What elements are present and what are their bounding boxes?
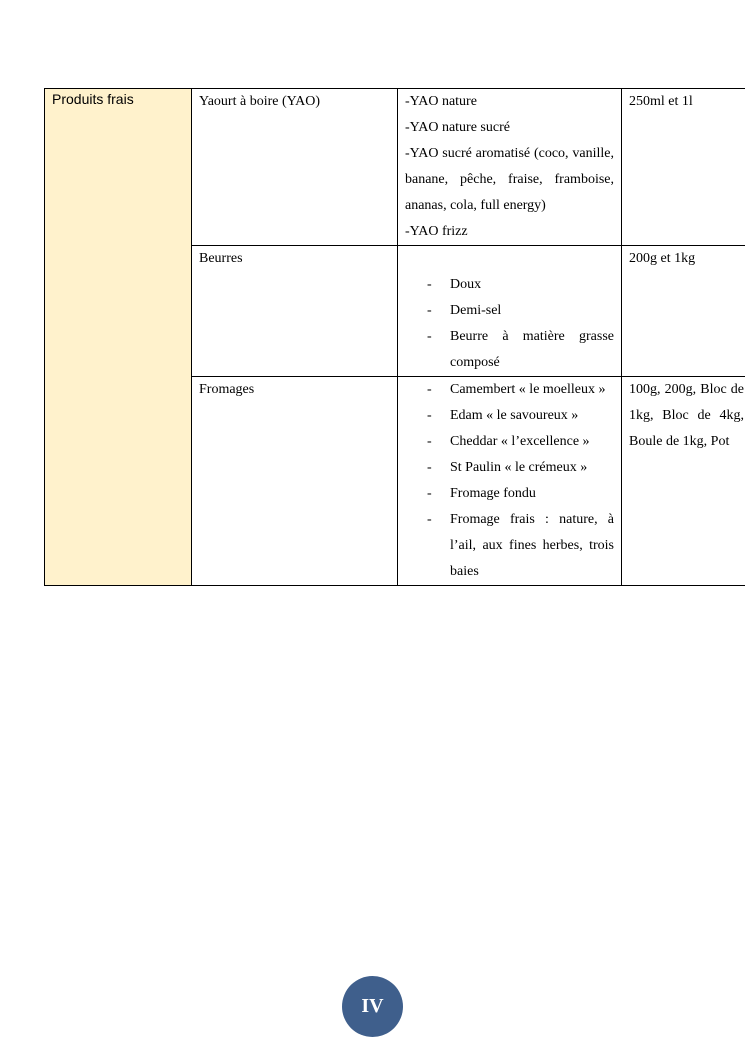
page-number-badge: [342, 976, 403, 1037]
variant-item: - Fromage fondu: [405, 481, 614, 507]
product-name: Beurres: [199, 251, 243, 266]
variants-cell: [398, 377, 622, 586]
variant-item: - Camembert « le moelleux »: [405, 377, 614, 403]
variant-item: - Demi-sel: [405, 298, 614, 324]
variant-item: - Cheddar « l’excellence »: [405, 429, 614, 455]
variant-item: - Beurre à matière grasse composé: [405, 324, 614, 376]
variant-item: - Doux: [405, 272, 614, 298]
variant-item: - St Paulin « le crémeux »: [405, 455, 614, 481]
sizes-text: 100g, 200g, Bloc de 1kg, Bloc de 4kg, Boule de 1kg, Pot: [629, 382, 744, 449]
variant-item: - Edam « le savoureux »: [405, 403, 614, 429]
page-number: IV: [361, 995, 384, 1017]
variants-cell: [398, 89, 622, 246]
variant-list: [405, 377, 614, 585]
products-table: [44, 88, 745, 586]
product-cell: [192, 246, 398, 377]
variant-item: -YAO frizz: [405, 224, 468, 239]
variant-item: -YAO sucré aromatisé (coco, vanille, banane, pêche, fraise, framboise, ananas, cola, full energy): [405, 146, 614, 213]
variant-item: -YAO nature: [405, 94, 477, 109]
variant-item: - Fromage frais : nature, à l’ail, aux fines herbes, trois baies: [405, 507, 614, 585]
sizes-cell: [622, 377, 745, 586]
variant-list: [405, 272, 614, 376]
product-cell: [192, 89, 398, 246]
category-cell: [45, 89, 192, 586]
sizes-cell: [622, 246, 745, 377]
table-row: [45, 89, 745, 246]
sizes-cell: [622, 89, 745, 246]
product-name: Fromages: [199, 382, 255, 397]
category-label: Produits frais: [52, 91, 134, 107]
product-name: Yaourt à boire (YAO): [199, 94, 321, 109]
sizes-text: 200g et 1kg: [629, 251, 696, 266]
variant-item: -YAO nature sucré: [405, 120, 510, 135]
variants-cell: [398, 246, 622, 377]
product-cell: [192, 377, 398, 586]
sizes-text: 250ml et 1l: [629, 94, 693, 109]
